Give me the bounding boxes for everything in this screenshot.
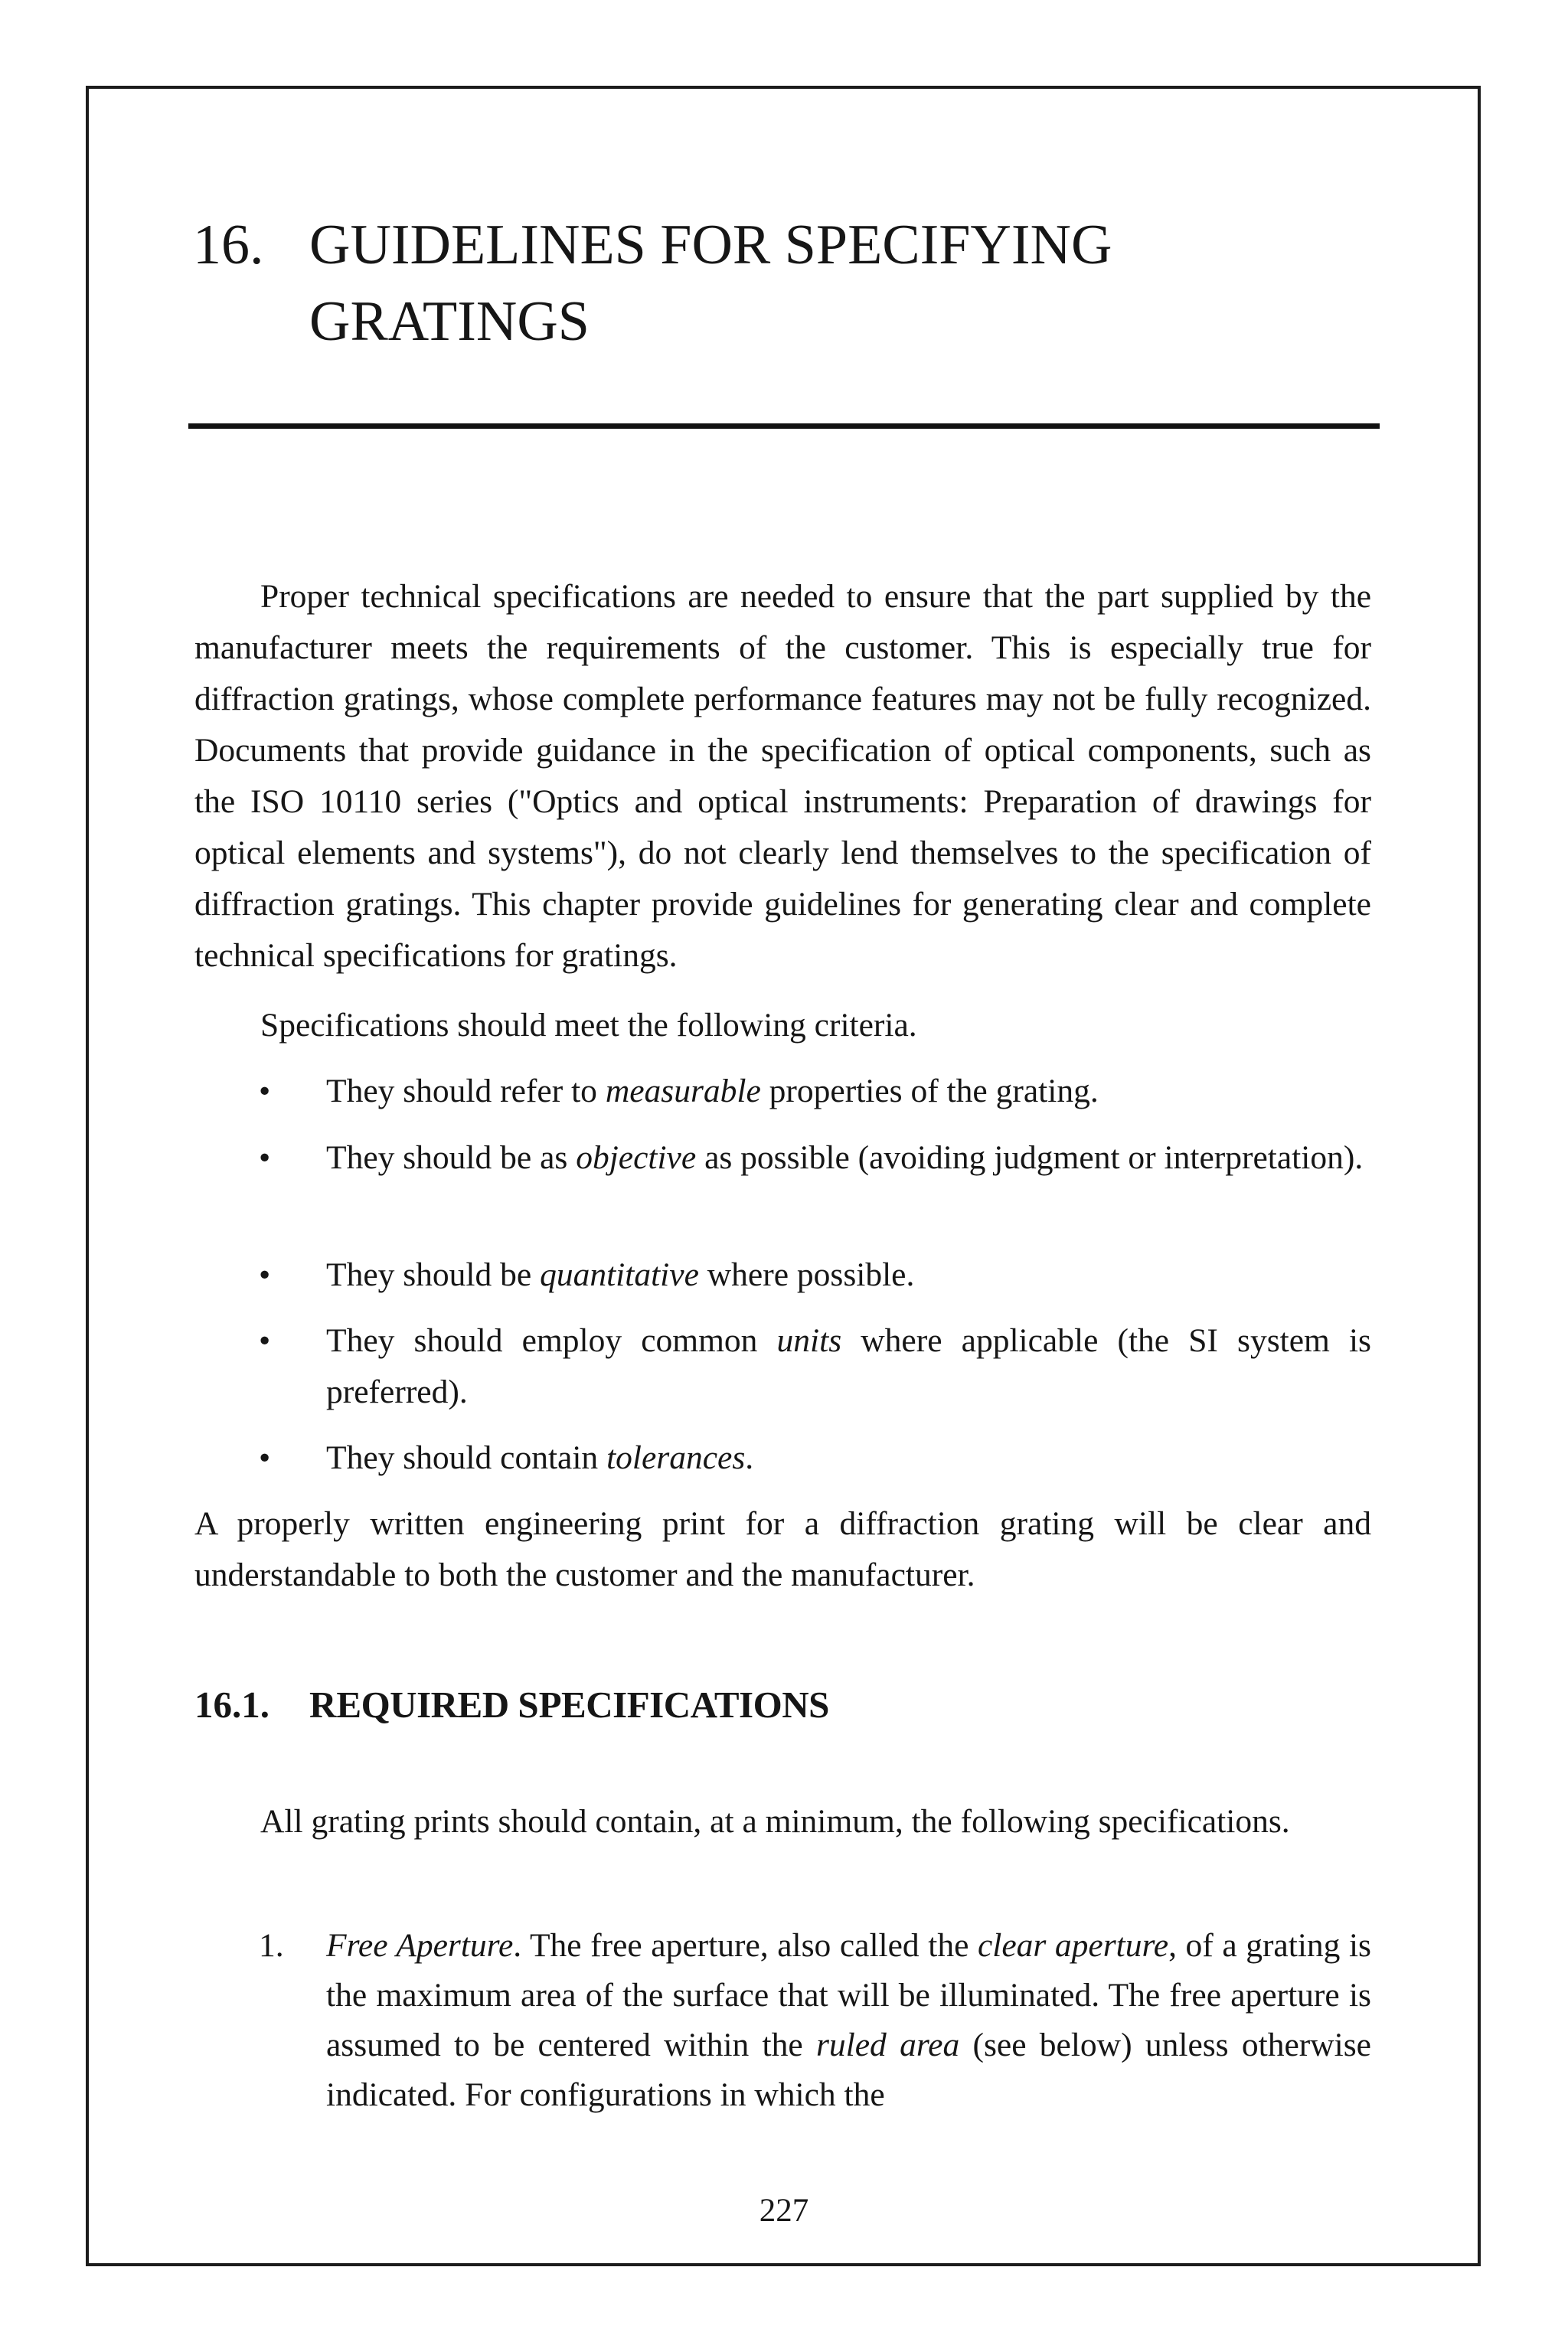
section-number: 16.1. bbox=[194, 1684, 270, 1726]
criteria-lead: Specifications should meet the following criteria. bbox=[260, 1007, 917, 1044]
criteria-text: They should contain tolerances. bbox=[326, 1439, 754, 1476]
bullet-icon: • bbox=[259, 1073, 271, 1109]
intro-paragraph: Proper technical specifications are needed to ensure that the part supplied by the manufacturer meets the requirements of the customer. This is especially true for diffraction gratings, whose complete performance features may not be fully recognized. Documents that provide guidance in the specification of optical components, such as the ISO 10110 series ("Optics and optical instruments: Preparation of drawings for optical elements and systems"), do not clearly lend themselves to the specification of diffraction gratings. This chapter provide guidelines for generating clear and complete technical specifications for gratings. bbox=[194, 578, 1371, 974]
chapter-number: 16. bbox=[193, 214, 264, 276]
closing-paragraph: A properly written engineering print for a diffraction grating will be clear and understandable to both the customer and the manufacturer. bbox=[194, 1505, 1371, 1593]
bullet-icon: • bbox=[259, 1256, 271, 1293]
section-intro: All grating prints should contain, at a minimum, the following specifications. bbox=[260, 1803, 1290, 1840]
criteria-text: They should be quantitative where possible. bbox=[326, 1256, 915, 1293]
bullet-icon: • bbox=[259, 1139, 271, 1176]
chapter-divider bbox=[188, 423, 1380, 429]
bullet-icon: • bbox=[259, 1322, 271, 1359]
criteria-text: They should refer to measurable properties of the grating. bbox=[326, 1073, 1099, 1109]
chapter-title: GUIDELINES FOR SPECIFYING GRATINGS bbox=[309, 214, 1112, 353]
section-title: REQUIRED SPECIFICATIONS bbox=[309, 1684, 829, 1726]
bullet-icon: • bbox=[259, 1439, 271, 1476]
page-number: 227 bbox=[759, 2193, 809, 2229]
spec-item-text: Free Aperture. The free aperture, also called the clear aperture, of a grating is the maximum area of the surface that will be illuminated. The free aperture is assumed to be centered within the ruled area (see below) unless otherwise indicated. For configurations in which the bbox=[326, 1927, 1371, 2113]
list-number: 1. bbox=[259, 1927, 284, 1964]
criteria-text: They should employ common units where applicable (the SI system is preferred). bbox=[326, 1322, 1371, 1410]
criteria-text: They should be as objective as possible (avoiding judgment or interpretation). bbox=[326, 1139, 1364, 1176]
